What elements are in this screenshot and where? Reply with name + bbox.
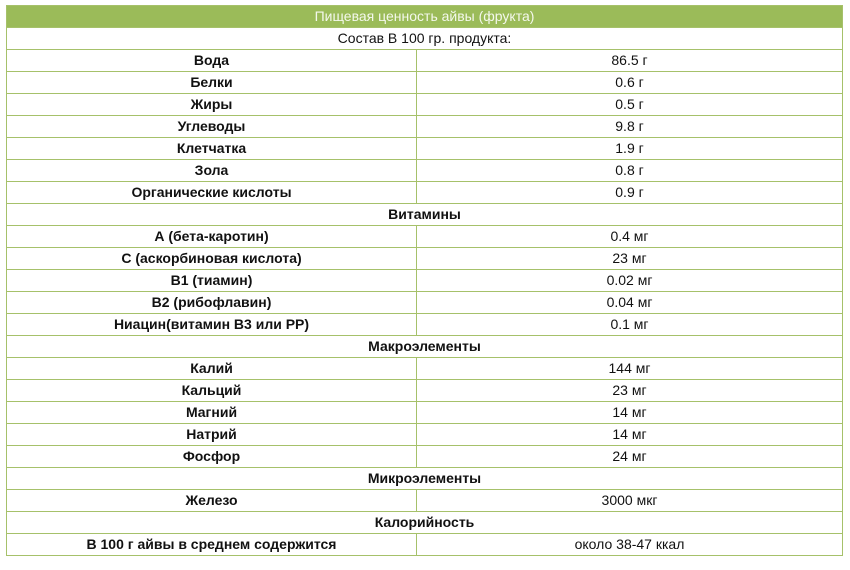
nutrient-value: 0.6 г xyxy=(417,72,843,94)
section-heading: Витамины xyxy=(7,204,843,226)
table-row xyxy=(7,446,843,468)
nutrient-name: С (аскорбиновая кислота) xyxy=(7,248,417,270)
table-row xyxy=(7,50,843,72)
table-title: Пищевая ценность айвы (фрукта) xyxy=(7,6,843,28)
nutrient-name: А (бета-каротин) xyxy=(7,226,417,248)
nutrient-value: 0.02 мг xyxy=(417,270,843,292)
nutrient-name: Магний xyxy=(7,402,417,424)
nutrient-value: 0.9 г xyxy=(417,182,843,204)
nutrient-name: Ниацин(витамин В3 или РР) xyxy=(7,314,417,336)
nutrient-value: 24 мг xyxy=(417,446,843,468)
nutrient-value: 0.4 мг xyxy=(417,226,843,248)
nutrient-value: 0.1 мг xyxy=(417,314,843,336)
table-row xyxy=(7,182,843,204)
section-heading: Микроэлементы xyxy=(7,468,843,490)
nutrient-name: Органические кислоты xyxy=(7,182,417,204)
table-row xyxy=(7,534,843,556)
nutrient-value: 86.5 г xyxy=(417,50,843,72)
nutrient-name: В2 (рибофлавин) xyxy=(7,292,417,314)
table-row xyxy=(7,380,843,402)
table-subtitle-row xyxy=(7,28,843,50)
nutrient-value: 23 мг xyxy=(417,380,843,402)
table-row xyxy=(7,138,843,160)
nutrient-name: Белки xyxy=(7,72,417,94)
section-heading: Макроэлементы xyxy=(7,336,843,358)
nutrient-value: около 38-47 ккал xyxy=(417,534,843,556)
table-row xyxy=(7,72,843,94)
nutrient-name: Углеводы xyxy=(7,116,417,138)
nutrient-value: 23 мг xyxy=(417,248,843,270)
section-heading: Калорийность xyxy=(7,512,843,534)
section-heading-row xyxy=(7,204,843,226)
nutrient-name: Железо xyxy=(7,490,417,512)
table-subtitle: Состав В 100 гр. продукта: xyxy=(7,28,843,50)
table-row xyxy=(7,402,843,424)
nutrient-name: Калий xyxy=(7,358,417,380)
nutrient-value: 0.5 г xyxy=(417,94,843,116)
nutrient-value: 3000 мкг xyxy=(417,490,843,512)
nutrient-name: Фосфор xyxy=(7,446,417,468)
table-title-row xyxy=(7,6,843,28)
table-row xyxy=(7,270,843,292)
section-heading-row xyxy=(7,468,843,490)
nutrient-value: 9.8 г xyxy=(417,116,843,138)
nutrient-value: 14 мг xyxy=(417,402,843,424)
nutrient-name: Жиры xyxy=(7,94,417,116)
nutrition-table xyxy=(6,5,843,556)
table-row xyxy=(7,292,843,314)
nutrient-name: В1 (тиамин) xyxy=(7,270,417,292)
nutrient-name: В 100 г айвы в среднем содержится xyxy=(7,534,417,556)
table-row xyxy=(7,116,843,138)
nutrient-value: 14 мг xyxy=(417,424,843,446)
table-row xyxy=(7,424,843,446)
nutrient-name: Вода xyxy=(7,50,417,72)
nutrient-name: Клетчатка xyxy=(7,138,417,160)
nutrient-name: Зола xyxy=(7,160,417,182)
table-row xyxy=(7,490,843,512)
table-row xyxy=(7,226,843,248)
nutrient-name: Натрий xyxy=(7,424,417,446)
table-row xyxy=(7,248,843,270)
section-heading-row xyxy=(7,512,843,534)
table-row xyxy=(7,358,843,380)
table-row xyxy=(7,94,843,116)
nutrient-value: 0.8 г xyxy=(417,160,843,182)
nutrient-name: Кальций xyxy=(7,380,417,402)
section-heading-row xyxy=(7,336,843,358)
table-row xyxy=(7,160,843,182)
nutrient-value: 1.9 г xyxy=(417,138,843,160)
nutrient-value: 0.04 мг xyxy=(417,292,843,314)
table-row xyxy=(7,314,843,336)
nutrient-value: 144 мг xyxy=(417,358,843,380)
